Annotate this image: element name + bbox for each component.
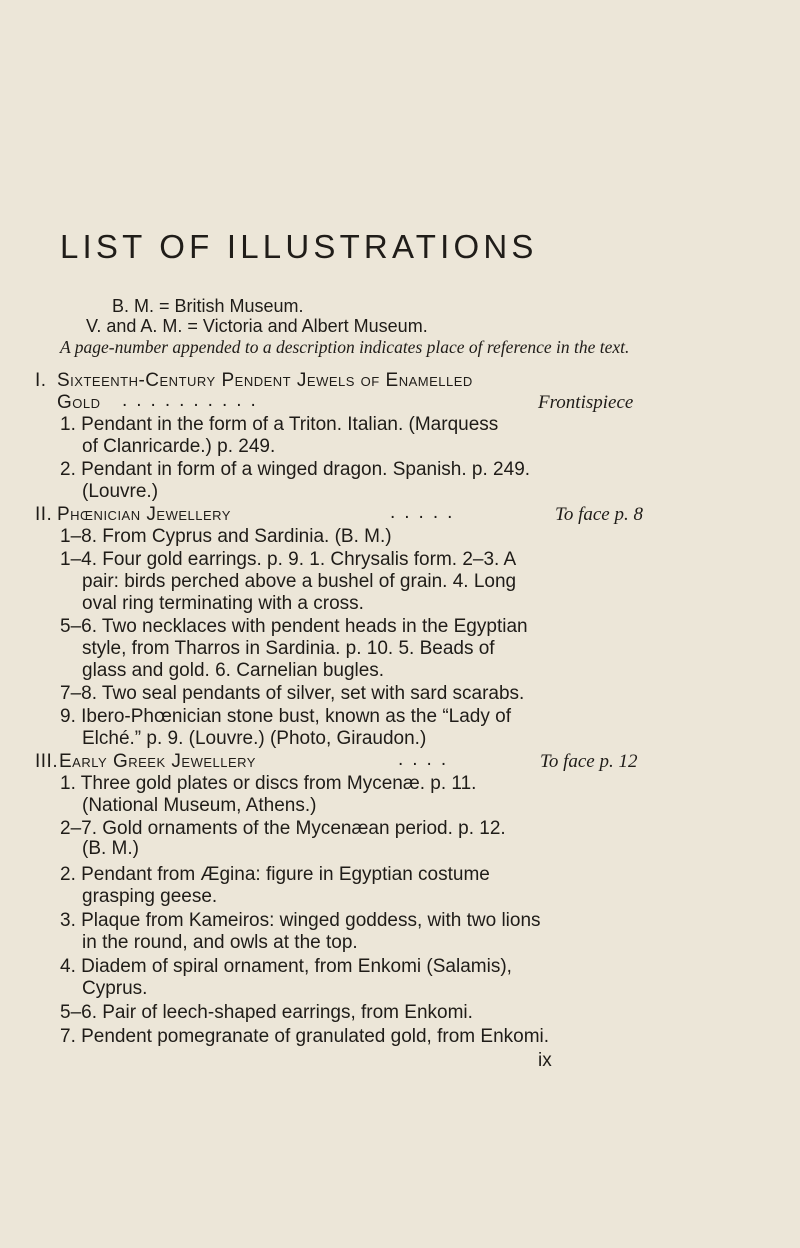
entry-line: Cyprus. xyxy=(82,978,148,999)
entry-line: 2–7. Gold ornaments of the Mycenæan period. p. 12. xyxy=(60,818,506,839)
abbreviation-va: V. and A. M. = Victoria and Albert Museum. xyxy=(86,316,428,336)
entry-line: 1. Pendant in the form of a Triton. Italian. (Marquess xyxy=(60,414,499,435)
entry-line: 1–8. From Cyprus and Sardinia. (B. M.) xyxy=(60,526,392,547)
section-2-heading: II. Phœnician Jewellery xyxy=(35,504,231,525)
entry-line: 3. Plaque from Kameiros: winged goddess, with two lions xyxy=(60,910,541,931)
entry-line: 5–6. Pair of leech-shaped earrings, from Enkomi. xyxy=(60,1002,473,1023)
entry-line: Elché.” p. 9. (Louvre.) (Photo, Giraudon.) xyxy=(82,728,427,749)
entry-line: oval ring terminating with a cross. xyxy=(82,593,364,614)
section-1-page-ref: Frontispiece xyxy=(538,392,634,413)
entry-line: (Louvre.) xyxy=(82,481,159,502)
entry-line: in the round, and owls at the top. xyxy=(82,932,358,953)
entry-line: 5–6. Two necklaces with pendent heads in the Egyptian xyxy=(60,616,528,637)
section-3-leader-dots: .... xyxy=(398,749,456,770)
section-2-leader-dots: ..... xyxy=(390,502,462,523)
reference-note: A page-number appended to a description indicates place of reference in the text. xyxy=(60,337,630,357)
entry-line: of Clanricarde.) p. 249. xyxy=(82,436,276,457)
section-1-heading: I. Sixteenth-Century Pendent Jewels of Enamelled xyxy=(35,370,473,391)
entry-line: pair: birds perched above a bushel of grain. 4. Long xyxy=(82,571,517,592)
entry-line: 9. Ibero-Phœnician stone bust, known as the “Lady of xyxy=(60,706,511,727)
section-3-heading: III.Early Greek Jewellery xyxy=(35,751,256,772)
entry-line: style, from Tharros in Sardinia. p. 10. 5. Beads of xyxy=(82,638,495,659)
entry-line: 1. Three gold plates or discs from Mycenæ. p. 11. xyxy=(60,773,477,794)
entry-line: grasping geese. xyxy=(82,886,218,907)
abbreviation-bm: B. M. = British Museum. xyxy=(112,296,304,316)
entry-line: 4. Diadem of spiral ornament, from Enkomi (Salamis), xyxy=(60,956,512,977)
page-title: LIST OF ILLUSTRATIONS xyxy=(60,228,538,265)
entry-line: (National Museum, Athens.) xyxy=(82,795,317,816)
entry-line: (B. M.) xyxy=(82,838,139,859)
section-3-page-ref: To face p. 12 xyxy=(540,751,638,772)
entry-line: glass and gold. 6. Carnelian bugles. xyxy=(82,660,385,681)
entry-line: 7. Pendent pomegranate of granulated gold, from Enkomi. xyxy=(60,1026,550,1047)
section-1-heading-cont: Gold xyxy=(57,392,101,413)
entry-line: 7–8. Two seal pendants of silver, set with sard scarabs. xyxy=(60,683,525,704)
section-2-page-ref: To face p. 8 xyxy=(555,504,643,525)
section-1-leader-dots: .......... xyxy=(122,390,265,411)
entry-line: 1–4. Four gold earrings. p. 9. 1. Chrysalis form. 2–3. A xyxy=(60,549,517,570)
entry-line: 2. Pendant in form of a winged dragon. Spanish. p. 249. xyxy=(60,459,531,480)
entry-line: 2. Pendant from Ægina: figure in Egyptian costume xyxy=(60,864,490,885)
page-number: ix xyxy=(538,1050,552,1071)
